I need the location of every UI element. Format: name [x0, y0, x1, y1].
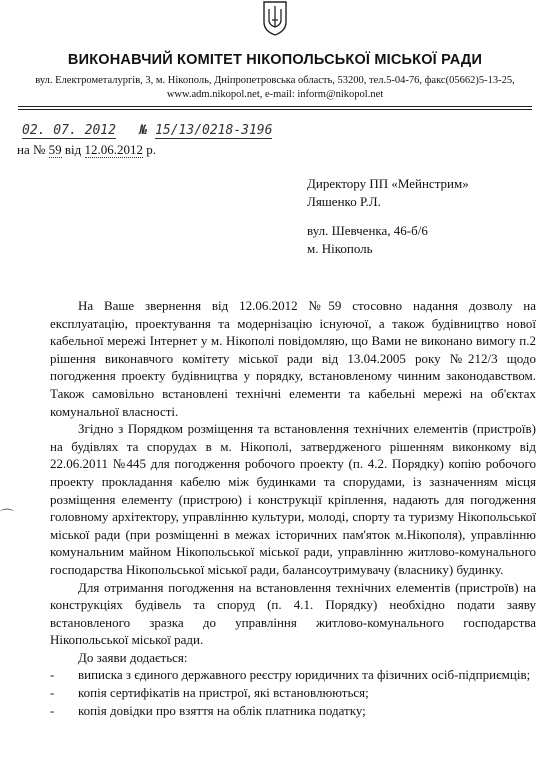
- letter-body: [50, 297, 536, 719]
- recipient-street: вул. Шевченка, 46-б/6: [307, 223, 428, 238]
- web-email-line: www.adm.nikopol.net, e-mail: inform@nikopol.net: [166, 89, 384, 100]
- year-suffix: р.: [146, 142, 157, 157]
- recipient-block: [307, 175, 469, 211]
- punch-hole-mark: ⌒: [0, 510, 14, 525]
- from-label: від: [64, 142, 82, 157]
- paragraph: На Ваше звернення від 12.06.2012 №59 стосовно надання дозволу на експлуатацію, проектування та модернізацію існуючої, а також будівництво нової кабельної мережі Інтернет у м. Нікополі повідомляю, що Вами не виконано вимогу п.2 рішення виконавчого комітету міської ради від 13.04.2005 року №212/3 щодо погодження проекту будівництва у порядку, встановленому чинним законодавством. Також самовільно встановлені технічні елементи та кабельні мережі на об'єктах комунальної власності.: [50, 298, 536, 419]
- header-divider: [18, 106, 532, 107]
- organization-title: ВИКОНАВЧИЙ КОМІТЕТ НІКОПОЛЬСЬКОЇ МІСЬКОЇ РАДИ: [67, 52, 483, 68]
- list-item: - копія сертифікатів на пристрої, які встановлюються;: [50, 685, 369, 701]
- incoming-number: 59: [48, 142, 62, 157]
- outgoing-number: 15/13/0218-3196: [155, 123, 273, 138]
- recipient-position: Директору ПП «Мейнстрим»: [307, 176, 469, 191]
- attachments-list: [50, 666, 536, 719]
- number-sign: №: [139, 123, 148, 138]
- paragraph: Згідно з Порядком розміщення та встановлення технічних елементів (пристроїв) на будівлях та спорудах в м. Нікополі, затвердженого рішенням виконкому від 22.06.2011 №445 для погодження робочого проекту (п. 4.2. Порядку) копію робочого проекту прокладання кабелю між будинками та спорудами, із зазначенням місця розміщення елементу (пристрою) і конструкції кріплення, надають для погодження головному архітектору, управлінню культури, молоді, спорту та туризму Нікопольської міської ради (при розміщенні в межах історичних пам'яток м.Нікополя), управлінню комунальним майном Нікопольської міської ради, управлінню житлово-комунального господарства Нікопольської міської ради, балансоутримувачу (власнику) будинку.: [50, 421, 536, 577]
- recipient-name: Ляшенко Р.Л.: [307, 194, 381, 209]
- list-item: - копія довідки про взяття на облік платника податку;: [50, 702, 366, 718]
- paragraph: Для отримання погодження на встановлення технічних елементів (пристроїв) на конструкціях будівель та споруд (п. 4.1. Порядку) необхідно подати заяву встановленого зразка до управління житлово-комунального господарства Нікопольської міської ради.: [50, 579, 536, 648]
- address-line: вул. Електрометалургів, 3, м. Нікополь, Дніпропетровська область, 53200, тел.5-04-76, факс(05662)5-13-25,: [35, 75, 515, 86]
- attachments-intro: До заяви додається:: [78, 649, 188, 665]
- ukraine-trident-icon: [261, 0, 289, 36]
- incoming-date: 12.06.2012: [84, 142, 144, 157]
- outgoing-reference: [22, 123, 272, 138]
- incoming-reference: [17, 142, 156, 158]
- list-item: - виписка з єдиного державного реєстру юридичних та фізичних осіб-підприємців;: [50, 667, 531, 683]
- recipient-city: м. Нікополь: [307, 241, 373, 256]
- header-divider-thin: [18, 109, 532, 110]
- recipient-address: [307, 222, 428, 258]
- outgoing-date: 02. 07. 2012: [22, 123, 116, 138]
- on-label: на №: [17, 142, 46, 157]
